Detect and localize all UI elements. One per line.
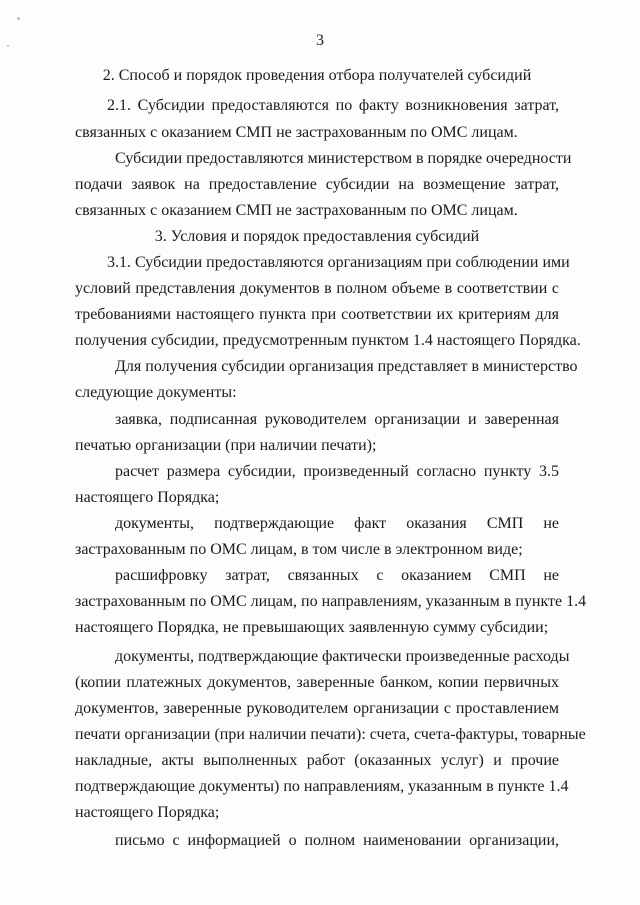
paragraph-line: печати организации (при наличии печати): счета, счета-фактуры, товарные [75, 726, 586, 743]
paragraph-line: настоящего Порядка; [75, 804, 220, 821]
section-heading: 3. Условия и порядок предоставления субсидий [154, 228, 480, 245]
paragraph-line: настоящего Порядка, не превышающих заявленную сумму субсидии; [75, 619, 549, 636]
paragraph-line: документы, подтверждающие фактически произведенные расходы [115, 648, 570, 665]
paragraph-line: письмо с информацией о полном наименовании организации, [115, 832, 559, 849]
paragraph-line: связанных с оказанием СМП не застрахованным по ОМС лицам. [75, 202, 518, 219]
paragraph-line: следующие документы: [75, 384, 237, 401]
paragraph-line: требованиями настоящего пункта при соответствии их критериям для [75, 306, 559, 323]
paragraph-line: условий представления документов в полном объеме в соответствии с [75, 280, 559, 297]
paragraph-line: подтверждающие документы) по направлениям, указанным в пункте 1.4 [75, 778, 569, 795]
paragraph-line: 3.1. Субсидии предоставляются организациям при соблюдении ими [107, 254, 570, 271]
paragraph-line: печатью организации (при наличии печати); [75, 437, 377, 454]
paragraph-line: застрахованным по ОМС лицам, по направлениям, указанным в пункте 1.4 [75, 593, 587, 610]
paragraph-line: застрахованным по ОМС лицам, в том числе в электронном виде; [75, 541, 523, 558]
section-heading: 2. Способ и порядок проведения отбора получателей субсидий [102, 67, 532, 84]
paragraph-line: 2.1. Субсидии предоставляются по факту возникновения затрат, [107, 97, 559, 114]
paragraph-line: получения субсидии, предусмотренным пунктом 1.4 настоящего Порядка. [75, 332, 581, 349]
paragraph-line: настоящего Порядка; [75, 489, 220, 506]
page-number: 3 [316, 32, 324, 49]
paragraph-line: Субсидии предоставляются министерством в порядке очередности [115, 150, 572, 167]
paragraph-line: документы, подтверждающие факт оказания СМП не [115, 515, 559, 532]
scan-mark [17, 17, 20, 20]
paragraph-line: подачи заявок на предоставление субсидии на возмещение затрат, [75, 176, 559, 193]
paragraph-line: связанных с оказанием СМП не застрахованным по ОМС лицам. [75, 124, 518, 141]
paragraph-line: Для получения субсидии организация представляет в министерство [115, 358, 578, 375]
paragraph-line: (копии платежных документов, заверенные банком, копии первичных [75, 674, 559, 691]
paragraph-line: накладные, акты выполненных работ (оказанных услуг) и прочие [75, 752, 559, 769]
paragraph-line: заявка, подписанная руководителем организации и заверенная [115, 411, 559, 428]
paragraph-line: расшифровку затрат, связанных с оказанием СМП не [115, 567, 559, 584]
paragraph-line: расчет размера субсидии, произведенный согласно пункту 3.5 [115, 463, 559, 480]
paragraph-line: документов, заверенные руководителем организации с проставлением [75, 700, 559, 717]
